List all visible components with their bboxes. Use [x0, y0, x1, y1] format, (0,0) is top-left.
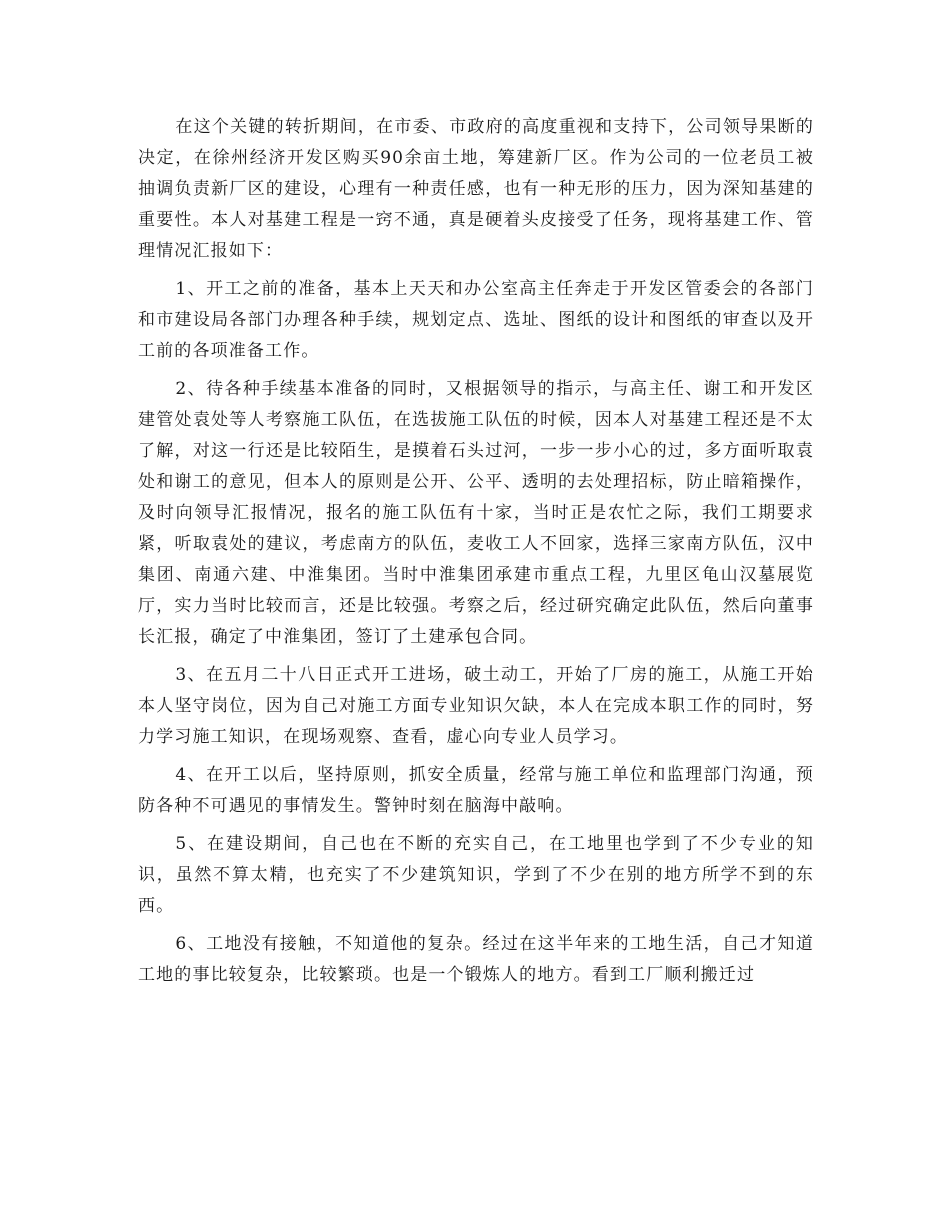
- paragraph-item-6: 6、工地没有接触，不知道他的复杂。经过在这半年来的工地生活，自己才知道工地的事比较复杂，比较繁琐。也是一个锻炼人的地方。看到工厂顺利搬迁过: [138, 934, 814, 985]
- paragraph-intro: 在这个关键的转折期间，在市委、市政府的高度重视和支持下，公司领导果断的决定，在徐州经济开发区购买90余亩土地，筹建新厂区。作为公司的一位老员工被抽调负责新厂区的建设，心理有一种责任感，也有一种无形的压力，因为深知基建的重要性。本人对基建工程是一窍不通，真是硬着头皮接受了任务，现将基建工作、管理情况汇报如下：: [138, 117, 814, 261]
- paragraph-item-1: 1、开工之前的准备，基本上天天和办公室高主任奔走于开发区管委会的各部门和市建设局各部门办理各种手续，规划定点、选址、图纸的设计和图纸的审查以及开工前的各项准备工作。: [138, 279, 814, 361]
- paragraph-item-4: 4、在开工以后，坚持原则，抓安全质量，经常与施工单位和监理部门沟通，预防各种不可遇见的事情发生。警钟时刻在脑海中敲响。: [138, 765, 814, 816]
- paragraph-item-3: 3、在五月二十八日正式开工进场，破土动工，开始了厂房的施工，从施工开始本人坚守岗位，因为自己对施工方面专业知识欠缺，本人在完成本职工作的同时，努力学习施工知识，在现场观察、查看，虚心向专业人员学习。: [138, 665, 814, 747]
- paragraph-item-2: 2、待各种手续基本准备的同时，又根据领导的指示，与高主任、谢工和开发区建管处袁处等人考察施工队伍，在选拔施工队伍的时候，因本人对基建工程还是不太了解，对这一行还是比较陌生，是摸着石头过河，一步一步小心的过，多方面听取袁处和谢工的意见，但本人的原则是公开、公平、透明的去处理招标，防止暗箱操作，及时向领导汇报情况，报名的施工队伍有十家，当时正是农忙之际，我们工期要求紧，听取袁处的建议，考虑南方的队伍，麦收工人不回家，选择三家南方队伍，汉中集团、南通六建、中淮集团。当时中淮集团承建市重点工程，九里区龟山汉墓展览厅，实力当时比较而言，还是比较强。考察之后，经过研究确定此队伍，然后向董事长汇报，确定了中淮集团，签订了土建承包合同。: [138, 379, 814, 647]
- document-body: [138, 112, 814, 998]
- paragraph-item-5: 5、在建设期间，自己也在不断的充实自己，在工地里也学到了不少专业的知识，虽然不算太精，也充实了不少建筑知识，学到了不少在别的地方所学不到的东西。: [138, 834, 814, 916]
